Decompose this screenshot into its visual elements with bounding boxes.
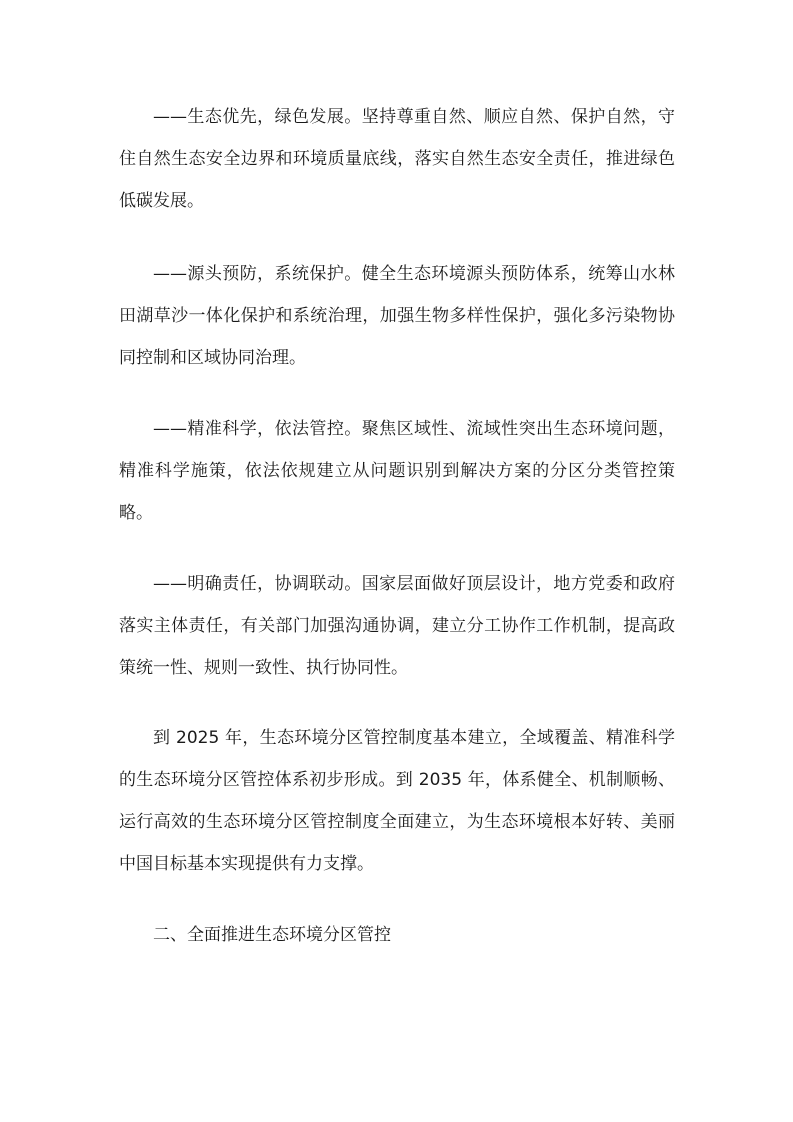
principle-precise-science: ——精准科学，依法管控。聚焦区域性、流域性突出生态环境问题，精准科学施策，依法依规建立从问题识别到解决方案的分区分类管控策略。: [119, 419, 675, 523]
principle-ecology-first: ——生态优先，绿色发展。坚持尊重自然、顺应自然、保护自然，守住自然生态安全边界和环境质量底线，落实自然生态安全责任，推进绿色低碳发展。: [119, 107, 675, 211]
goals-paragraph: 到 2025 年，生态环境分区管控制度基本建立，全域覆盖、精准科学的生态环境分区管控体系初步形成。到 2035 年，体系健全、机制顺畅、运行高效的生态环境分区管控制度全面建立，为生态环境根本好转、美丽中国目标基本实现提供有力支撑。: [119, 728, 675, 874]
principle-clear-responsibility: ——明确责任，协调联动。国家层面做好顶层设计，地方党委和政府落实主体责任，有关部门加强沟通协调，建立分工协作工作机制，提高政策统一性、规则一致性、执行协同性。: [119, 574, 675, 678]
section-heading: 二、全面推进生态环境分区管控: [153, 925, 391, 945]
principle-source-prevention: ——源头预防，系统保护。健全生态环境源头预防体系，统筹山水林田湖草沙一体化保护和系统治理，加强生物多样性保护，强化多污染物协同控制和区域协同治理。: [119, 264, 675, 368]
